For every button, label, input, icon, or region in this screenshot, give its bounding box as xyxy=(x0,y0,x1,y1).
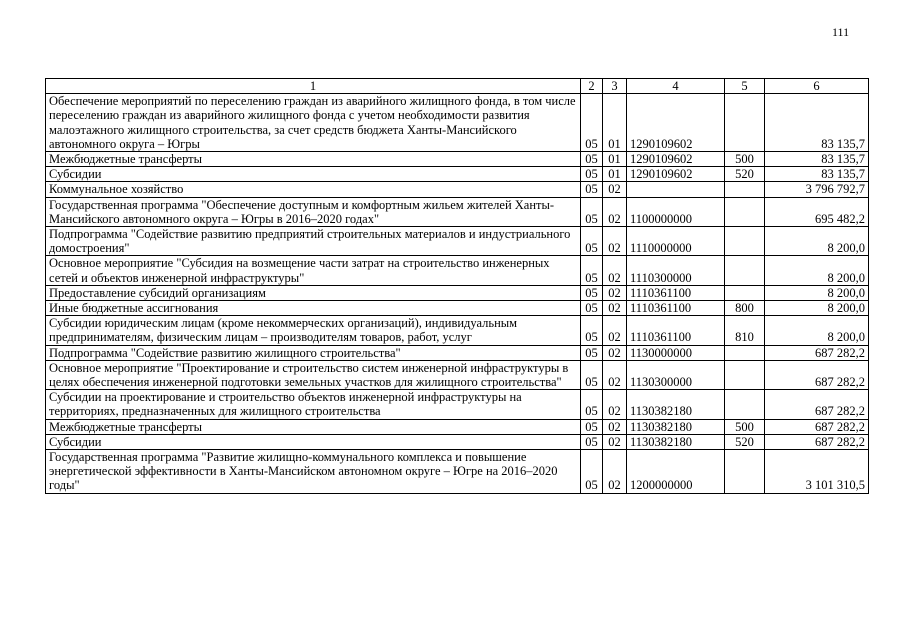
row-expense-type-cell xyxy=(725,197,765,226)
row-target-code-cell: 1290109602 xyxy=(627,94,725,152)
row-expense-type-cell xyxy=(725,182,765,197)
row-name-cell: Субсидии xyxy=(46,167,581,182)
header-cell: 2 xyxy=(581,79,603,94)
row-name-cell: Иные бюджетные ассигнования xyxy=(46,301,581,316)
row-name-cell: Государственная программа "Развитие жилищно-коммунального комплекса и повышение энергетической эффективности в Ханты-Мансийском автономном округе – Югре на 2016–2020 годы" xyxy=(46,450,581,494)
row-section-cell: 05 xyxy=(581,285,603,300)
row-name-cell: Основное мероприятие "Субсидия на возмещение части затрат на строительство инженерных сетей и объектов инженерной инфраструктуры" xyxy=(46,256,581,285)
row-target-code-cell: 1110000000 xyxy=(627,227,725,256)
row-name-cell: Субсидии xyxy=(46,434,581,449)
row-section-cell: 05 xyxy=(581,345,603,360)
row-section-cell: 05 xyxy=(581,227,603,256)
row-subsection-cell: 02 xyxy=(603,450,627,494)
row-amount-cell: 8 200,0 xyxy=(765,256,869,285)
row-subsection-cell: 01 xyxy=(603,167,627,182)
table-row xyxy=(46,94,869,152)
table-row xyxy=(46,434,869,449)
row-amount-cell: 687 282,2 xyxy=(765,419,869,434)
row-name-cell: Межбюджетные трансферты xyxy=(46,419,581,434)
row-expense-type-cell: 500 xyxy=(725,419,765,434)
row-name-cell: Предоставление субсидий организациям xyxy=(46,285,581,300)
row-section-cell: 05 xyxy=(581,316,603,345)
budget-table xyxy=(45,78,869,494)
row-target-code-cell: 1130382180 xyxy=(627,419,725,434)
table-row xyxy=(46,301,869,316)
row-name-cell: Субсидии юридическим лицам (кроме некоммерческих организаций), индивидуальным предпринимателям, физическим лицам – производителям товаров, работ, услуг xyxy=(46,316,581,345)
row-amount-cell: 695 482,2 xyxy=(765,197,869,226)
row-section-cell: 05 xyxy=(581,434,603,449)
row-section-cell: 05 xyxy=(581,182,603,197)
row-expense-type-cell xyxy=(725,345,765,360)
row-section-cell: 05 xyxy=(581,301,603,316)
header-row xyxy=(46,79,869,94)
row-amount-cell: 83 135,7 xyxy=(765,152,869,167)
row-expense-type-cell xyxy=(725,227,765,256)
row-subsection-cell: 02 xyxy=(603,227,627,256)
row-expense-type-cell xyxy=(725,256,765,285)
row-subsection-cell: 02 xyxy=(603,197,627,226)
table-row xyxy=(46,285,869,300)
row-expense-type-cell: 520 xyxy=(725,434,765,449)
row-subsection-cell: 02 xyxy=(603,345,627,360)
row-section-cell: 05 xyxy=(581,94,603,152)
table-row xyxy=(46,450,869,494)
row-section-cell: 05 xyxy=(581,419,603,434)
row-subsection-cell: 01 xyxy=(603,152,627,167)
row-amount-cell: 83 135,7 xyxy=(765,167,869,182)
row-expense-type-cell xyxy=(725,94,765,152)
row-expense-type-cell xyxy=(725,390,765,419)
row-target-code-cell: 1130000000 xyxy=(627,345,725,360)
page-number: 111 xyxy=(832,25,850,39)
row-expense-type-cell xyxy=(725,360,765,389)
row-subsection-cell: 02 xyxy=(603,182,627,197)
row-subsection-cell: 02 xyxy=(603,316,627,345)
table-row xyxy=(46,316,869,345)
row-section-cell: 05 xyxy=(581,152,603,167)
row-section-cell: 05 xyxy=(581,256,603,285)
row-subsection-cell: 01 xyxy=(603,94,627,152)
table-row xyxy=(46,227,869,256)
row-amount-cell: 83 135,7 xyxy=(765,94,869,152)
header-cell: 3 xyxy=(603,79,627,94)
row-subsection-cell: 02 xyxy=(603,256,627,285)
row-amount-cell: 687 282,2 xyxy=(765,434,869,449)
row-target-code-cell: 1100000000 xyxy=(627,197,725,226)
row-name-cell: Обеспечение мероприятий по переселению граждан из аварийного жилищного фонда, в том числе переселению граждан из аварийного жилищного фонда с учетом необходимости развития малоэтажного жилищного строительства, за счет средств бюджета Ханты-Мансийского автономного округа – Югры xyxy=(46,94,581,152)
row-amount-cell: 687 282,2 xyxy=(765,390,869,419)
row-amount-cell: 687 282,2 xyxy=(765,345,869,360)
row-amount-cell: 8 200,0 xyxy=(765,285,869,300)
row-target-code-cell: 1130382180 xyxy=(627,434,725,449)
row-target-code-cell: 1110300000 xyxy=(627,256,725,285)
row-target-code-cell: 1110361100 xyxy=(627,301,725,316)
row-subsection-cell: 02 xyxy=(603,434,627,449)
row-expense-type-cell: 800 xyxy=(725,301,765,316)
row-target-code-cell: 1130382180 xyxy=(627,390,725,419)
row-name-cell: Коммунальное хозяйство xyxy=(46,182,581,197)
row-name-cell: Подпрограмма "Содействие развитию жилищного строительства" xyxy=(46,345,581,360)
header-cell: 5 xyxy=(725,79,765,94)
row-amount-cell: 687 282,2 xyxy=(765,360,869,389)
row-section-cell: 05 xyxy=(581,390,603,419)
table-row xyxy=(46,182,869,197)
row-amount-cell: 3 796 792,7 xyxy=(765,182,869,197)
row-section-cell: 05 xyxy=(581,167,603,182)
row-target-code-cell: 1290109602 xyxy=(627,167,725,182)
row-section-cell: 05 xyxy=(581,450,603,494)
row-target-code-cell: 1130300000 xyxy=(627,360,725,389)
header-cell: 1 xyxy=(46,79,581,94)
row-name-cell: Государственная программа "Обеспечение доступным и комфортным жильем жителей Ханты-Мансийского автономного округа – Югры в 2016–2020 годах" xyxy=(46,197,581,226)
row-name-cell: Основное мероприятие "Проектирование и строительство систем инженерной инфраструктуры в целях обеспечения инженерной подготовки земельных участков для жилищного строительства" xyxy=(46,360,581,389)
header-cell: 6 xyxy=(765,79,869,94)
row-amount-cell: 3 101 310,5 xyxy=(765,450,869,494)
row-expense-type-cell xyxy=(725,450,765,494)
table-row xyxy=(46,256,869,285)
row-subsection-cell: 02 xyxy=(603,390,627,419)
row-subsection-cell: 02 xyxy=(603,285,627,300)
table-row xyxy=(46,360,869,389)
table-row xyxy=(46,345,869,360)
row-expense-type-cell: 500 xyxy=(725,152,765,167)
row-subsection-cell: 02 xyxy=(603,301,627,316)
row-name-cell: Подпрограмма "Содействие развитию предприятий строительных материалов и индустриального домостроения" xyxy=(46,227,581,256)
row-target-code-cell: 1110361100 xyxy=(627,316,725,345)
row-expense-type-cell xyxy=(725,285,765,300)
row-target-code-cell: 1110361100 xyxy=(627,285,725,300)
row-name-cell: Межбюджетные трансферты xyxy=(46,152,581,167)
row-target-code-cell xyxy=(627,182,725,197)
row-subsection-cell: 02 xyxy=(603,419,627,434)
row-amount-cell: 8 200,0 xyxy=(765,227,869,256)
row-section-cell: 05 xyxy=(581,197,603,226)
row-target-code-cell: 1200000000 xyxy=(627,450,725,494)
row-amount-cell: 8 200,0 xyxy=(765,301,869,316)
row-expense-type-cell: 520 xyxy=(725,167,765,182)
table-row xyxy=(46,419,869,434)
table-row xyxy=(46,167,869,182)
table-row xyxy=(46,152,869,167)
table-row xyxy=(46,390,869,419)
row-section-cell: 05 xyxy=(581,360,603,389)
row-amount-cell: 8 200,0 xyxy=(765,316,869,345)
table-row xyxy=(46,197,869,226)
row-name-cell: Субсидии на проектирование и строительство объектов инженерной инфраструктуры на территориях, предназначенных для жилищного строительства xyxy=(46,390,581,419)
row-expense-type-cell: 810 xyxy=(725,316,765,345)
row-subsection-cell: 02 xyxy=(603,360,627,389)
row-target-code-cell: 1290109602 xyxy=(627,152,725,167)
header-cell: 4 xyxy=(627,79,725,94)
